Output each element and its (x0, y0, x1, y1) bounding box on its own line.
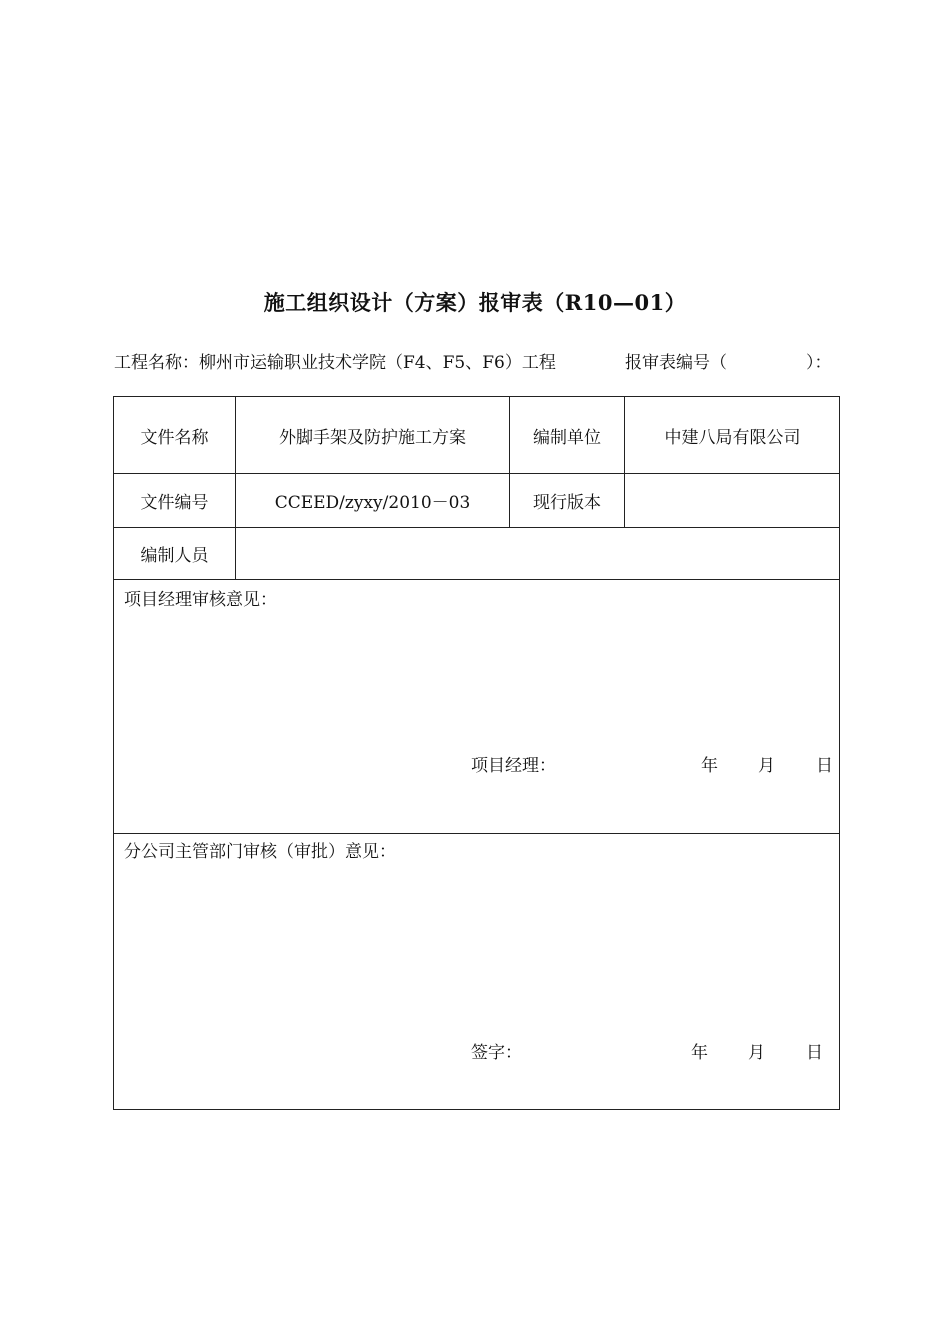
branch-day-label: 日 (806, 1043, 823, 1063)
report-code-label: 报审表编号（ (625, 353, 727, 373)
file-number-value: CCEED/zyxy/2010－03 (274, 493, 471, 513)
pm-day-label: 日 (816, 756, 833, 776)
project-header (114, 350, 842, 376)
project-name-line: 工程名称：柳州市运输职业技术学院（F4、F5、F6）工程 (114, 353, 556, 373)
branch-year-label: 年 (691, 1043, 708, 1063)
row-divider (114, 579, 840, 580)
current-version-value (625, 474, 840, 527)
row-divider (114, 833, 840, 834)
report-code-close: ）： (806, 353, 832, 373)
compiler-person-value (236, 528, 840, 579)
compiler-unit-value: 中建八局有限公司 (664, 427, 801, 448)
branch-signer-label: 签字： (471, 1043, 522, 1063)
compiler-unit-label: 编制单位 (533, 427, 601, 448)
file-name-value: 外脚手架及防护施工方案 (279, 427, 466, 448)
branch-month-label: 月 (748, 1043, 765, 1063)
current-version-label: 现行版本 (533, 493, 601, 513)
pm-year-label: 年 (701, 756, 718, 776)
page-title: 施工组织设计（方案）报审表（R10—01） (263, 290, 687, 315)
file-number-label: 文件编号 (140, 493, 209, 513)
file-name-label: 文件名称 (140, 427, 209, 448)
pm-review-title: 项目经理审核意见： (124, 590, 277, 610)
pm-month-label: 月 (758, 756, 775, 776)
branch-review-title: 分公司主管部门审核（审批）意见： (124, 842, 396, 862)
compiler-person-label: 编制人员 (140, 546, 209, 566)
pm-signer-label: 项目经理： (471, 756, 556, 776)
review-form-table (113, 396, 840, 1110)
